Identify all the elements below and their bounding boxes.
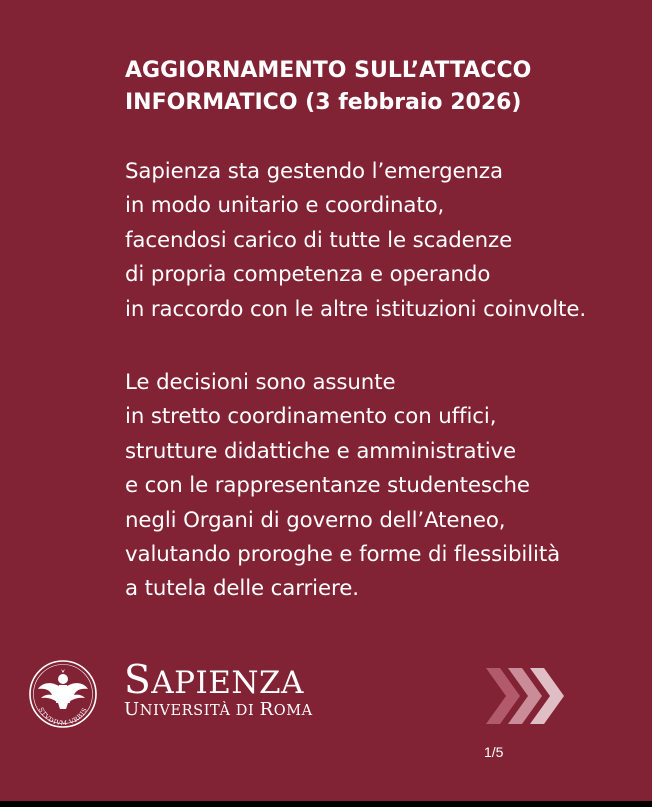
paragraph-line: e con le rappresentanze studentesche <box>125 473 530 499</box>
paragraph-line: negli Organi di governo dell’Ateneo, <box>125 507 506 533</box>
title-line: AGGIORNAMENTO SULL’ATTACCO <box>125 58 532 83</box>
brand-sub-part: OMA <box>273 703 313 719</box>
brand-name-rest: APIENZA <box>151 665 304 701</box>
paragraph-emergency-management <box>125 155 645 327</box>
brand-name-initial: S <box>124 658 152 703</box>
paragraph-line: in stretto coordinamento con uffici, <box>125 404 497 430</box>
page-indicator: 1/5 <box>484 744 504 760</box>
brand-subtitle <box>124 700 313 721</box>
sapienza-logotype <box>124 658 313 721</box>
paragraph-line: in modo unitario e coordinato, <box>125 193 445 219</box>
seal-motto: STVDIVM VRBIS <box>37 706 89 728</box>
brand-sub-part: NIVERSITÀ DI <box>139 703 260 719</box>
paragraph-line: di propria competenza e operando <box>125 262 491 288</box>
svg-text:STVDIVM VRBIS <box>37 706 89 727</box>
paragraph-line: valutando proroghe e forme di flessibilità <box>125 542 561 568</box>
next-slide-button[interactable] <box>480 664 572 728</box>
paragraph-line: strutture didattiche e amministrative <box>125 438 517 464</box>
paragraph-decisions <box>125 366 645 607</box>
sapienza-seal-icon <box>28 659 98 729</box>
brand-sub-part: U <box>124 699 140 720</box>
triple-chevron-right-icon <box>486 668 564 724</box>
paragraph-line: in raccordo con le altre istituzioni coinvolte. <box>125 296 587 322</box>
paragraph-line: Le decisioni sono assunte <box>125 370 396 395</box>
paragraph-line: facendosi carico di tutte le scadenze <box>125 227 513 253</box>
paragraph-line: Sapienza sta gestendo l’emergenza <box>125 159 503 184</box>
paragraph-line: a tutela delle carriere. <box>125 576 359 602</box>
brand-sub-part: R <box>259 699 274 720</box>
slide-title <box>125 55 635 119</box>
title-line: INFORMATICO (3 febbraio 2026) <box>125 90 522 115</box>
brand-name <box>124 658 313 703</box>
